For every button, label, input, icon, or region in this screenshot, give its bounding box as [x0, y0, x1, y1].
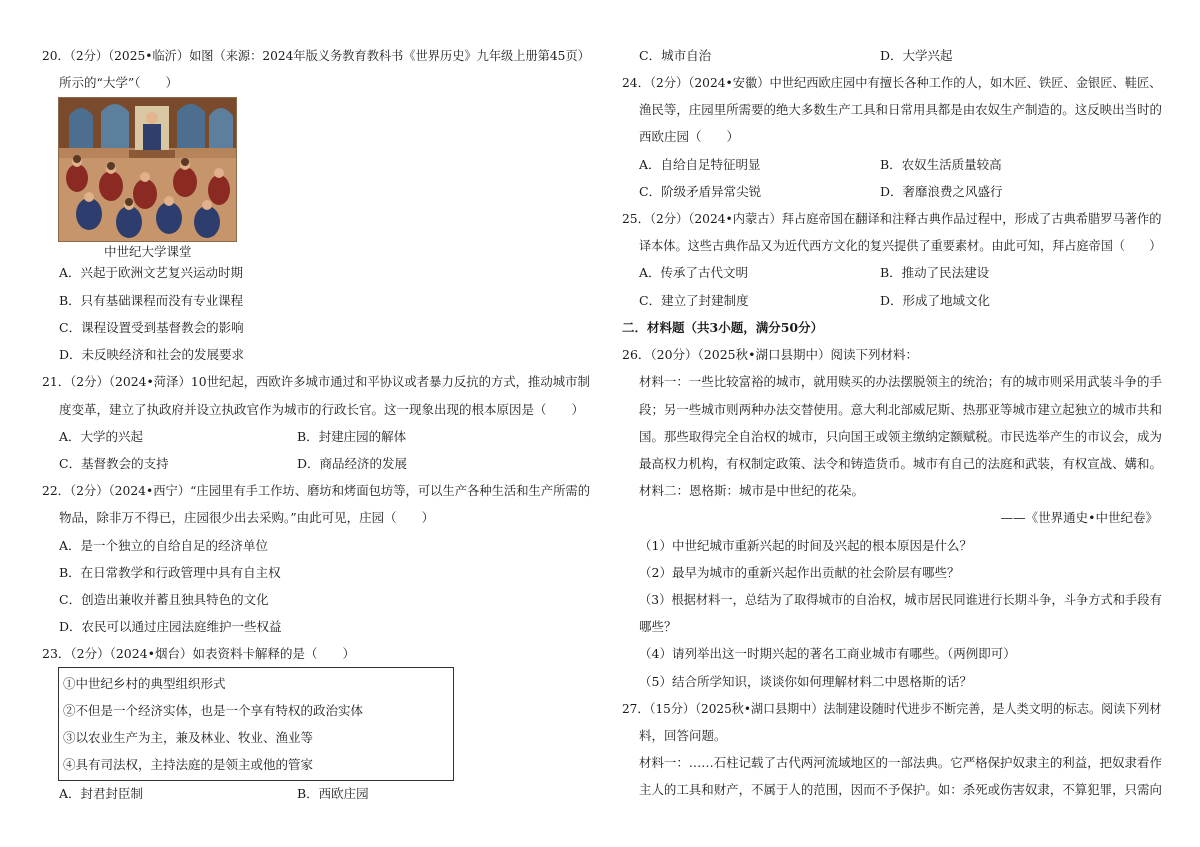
image-caption: 中世纪大学课堂 — [104, 244, 192, 259]
q20-option-d[interactable]: D．未反映经济和社会的发展要求 — [59, 347, 245, 362]
q21-stem: 21．（2分）（2024•菏泽）10世纪起，西欧许多城市通过和平协议或者暴力反抗的方式，推动城市制 — [42, 374, 590, 389]
card-item-2: ②不但是一个经济实体，也是一个享有特权的政治实体 — [63, 703, 364, 718]
q26-question-1: （1）中世纪城市重新兴起的时间及兴起的根本原因是什么？ — [639, 538, 972, 553]
medieval-classroom-image — [58, 97, 237, 242]
q26-material1-line3: 国。那些取得完全自治权的城市，只向国王或领主缴纳定额赋税。市民选举产生的市议会，成为 — [639, 429, 1162, 444]
q20-option-c[interactable]: C．课程设置受到基督教会的影响 — [59, 320, 244, 335]
q26-source: ——《世界通史•中世纪卷》 — [1000, 510, 1158, 525]
q26-question-3: （3）根据材料一，总结为了取得城市的自治权，城市居民同谁进行长期斗争，斗争方式和手段有 — [639, 592, 1162, 607]
q26-question-3-cont: 哪些？ — [639, 619, 677, 634]
q24-option-a[interactable]: A．自给自足特征明显 — [639, 157, 761, 172]
q24-option-d[interactable]: D．奢靡浪费之风盛行 — [880, 184, 1003, 199]
q24-option-c[interactable]: C．阶级矛盾异常尖锐 — [639, 184, 762, 199]
q25-option-c[interactable]: C．建立了封建制度 — [639, 293, 749, 308]
q26-material1-line1: 材料一：一些比较富裕的城市，就用赎买的办法摆脱领主的统治；有的城市则采用武装斗争的手 — [639, 374, 1162, 389]
q23-option-a[interactable]: A．封君封臣制 — [59, 786, 144, 801]
q27-stem-cont: 料，回答问题。 — [639, 728, 727, 743]
q27-stem: 27．（15分）（2025秋•湖口县期中）法制建设随时代进步不断完善，是人类文明的标志。阅读下列材 — [622, 701, 1162, 716]
q24-option-b[interactable]: B．农奴生活质量较高 — [880, 157, 1002, 172]
q21-option-d[interactable]: D．商品经济的发展 — [297, 456, 408, 471]
q23-option-d[interactable]: D．大学兴起 — [880, 48, 953, 63]
q25-stem-cont: 译本体。这些古典作品又为近代西方文化的复兴提供了重要素材。由此可知，拜占庭帝国（ ） — [639, 238, 1162, 253]
q26-material1-line2: 段；另一些城市则两种办法交替使用。意大利北部威尼斯、热那亚等城市建立起独立的城市共和 — [639, 402, 1162, 417]
q23-option-c[interactable]: C．城市自治 — [639, 48, 712, 63]
q27-material1-line1: 材料一：……石柱记载了古代两河流域地区的一部法典。它严格保护奴隶主的利益，把奴隶看作 — [639, 755, 1162, 770]
q20-option-b[interactable]: B．只有基础课程而没有专业课程 — [59, 293, 244, 308]
q21-stem-cont: 度变革，建立了执政府并设立执政官作为城市的行政长官。这一现象出现的根本原因是（ ） — [59, 402, 585, 417]
q26-question-5: （5）结合所学知识，谈谈你如何理解材料二中恩格斯的话？ — [639, 674, 972, 689]
q20-stem-cont: 所示的“大学”（ ） — [59, 75, 179, 90]
q26-question-4: （4）请列举出这一时期兴起的著名工商业城市有哪些。（两例即可） — [639, 646, 1016, 661]
q20-option-a[interactable]: A．兴起于欧洲文艺复兴运动时期 — [59, 265, 244, 280]
q21-option-c[interactable]: C．基督教会的支持 — [59, 456, 169, 471]
q26-material2: 材料二：恩格斯：城市是中世纪的花朵。 — [639, 483, 865, 498]
q24-stem-cont-1: 渔民等，庄园里所需要的绝大多数生产工具和日常用具都是由农奴生产制造的。这反映出当时的 — [639, 102, 1162, 117]
card-item-1: ①中世纪乡村的典型组织形式 — [63, 676, 226, 691]
q22-option-a[interactable]: A．是一个独立的自给自足的经济单位 — [59, 538, 269, 553]
q24-stem-cont-2: 西欧庄园（ ） — [639, 129, 740, 144]
q24-stem: 24．（2分）（2024•安徽）中世纪西欧庄园中有擅长各种工作的人，如木匠、铁匠、金银匠、鞋匠、 — [622, 75, 1162, 90]
q22-stem-cont: 物品，除非万不得已，庄园很少出去采购。”由此可见，庄园（ ） — [59, 510, 435, 525]
info-card — [58, 667, 454, 781]
q25-option-d[interactable]: D．形成了地域文化 — [880, 293, 991, 308]
q25-stem: 25．（2分）（2024•内蒙古）拜占庭帝国在翻译和注释古典作品过程中，形成了古典希腊罗马著作的 — [622, 211, 1162, 226]
q26-question-2: （2）最早为城市的重新兴起作出贡献的社会阶层有哪些？ — [639, 565, 960, 580]
q21-option-b[interactable]: B．封建庄园的解体 — [297, 429, 407, 444]
section-heading: 二．材料题（共3小题，满分50分） — [622, 320, 824, 335]
card-item-3: ③以农业生产为主，兼及林业、牧业、渔业等 — [63, 730, 314, 745]
q20-stem: 20．（2分）（2025•临沂）如图（来源：2024年版义务教育教科书《世界历史》九年级上册第45页） — [42, 48, 590, 63]
q21-option-a[interactable]: A．大学的兴起 — [59, 429, 144, 444]
q22-stem: 22．（2分）（2024•西宁）“庄园里有手工作坊、磨坊和烤面包坊等，可以生产各种生活和生产所需的 — [42, 483, 591, 498]
q26-stem: 26．（20分）（2025秋•湖口县期中）阅读下列材料： — [622, 347, 918, 362]
q27-material1-line2: 主人的工具和财产，不属于人的范围，因而不予保护。如：杀死或伤害奴隶，不算犯罪，只需向 — [639, 782, 1162, 797]
q25-option-b[interactable]: B．推动了民法建设 — [880, 265, 990, 280]
q22-option-d[interactable]: D．农民可以通过庄园法庭维护一些权益 — [59, 619, 282, 634]
q26-material1-line4: 最高权力机构，有权制定政策、法令和铸造货币。城市有自己的法庭和武装，有权宣战、媾和。 — [639, 456, 1162, 471]
q22-option-c[interactable]: C．创造出兼收并蓄且独具特色的文化 — [59, 592, 269, 607]
q23-option-b[interactable]: B．西欧庄园 — [297, 786, 369, 801]
q23-stem: 23．（2分）（2024•烟台）如表资料卡解释的是（ ） — [42, 646, 356, 661]
q22-option-b[interactable]: B．在日常教学和行政管理中具有自主权 — [59, 565, 281, 580]
q25-option-a[interactable]: A．传承了古代文明 — [639, 265, 749, 280]
card-item-4: ④具有司法权，主持法庭的是领主或他的管家 — [63, 757, 314, 772]
